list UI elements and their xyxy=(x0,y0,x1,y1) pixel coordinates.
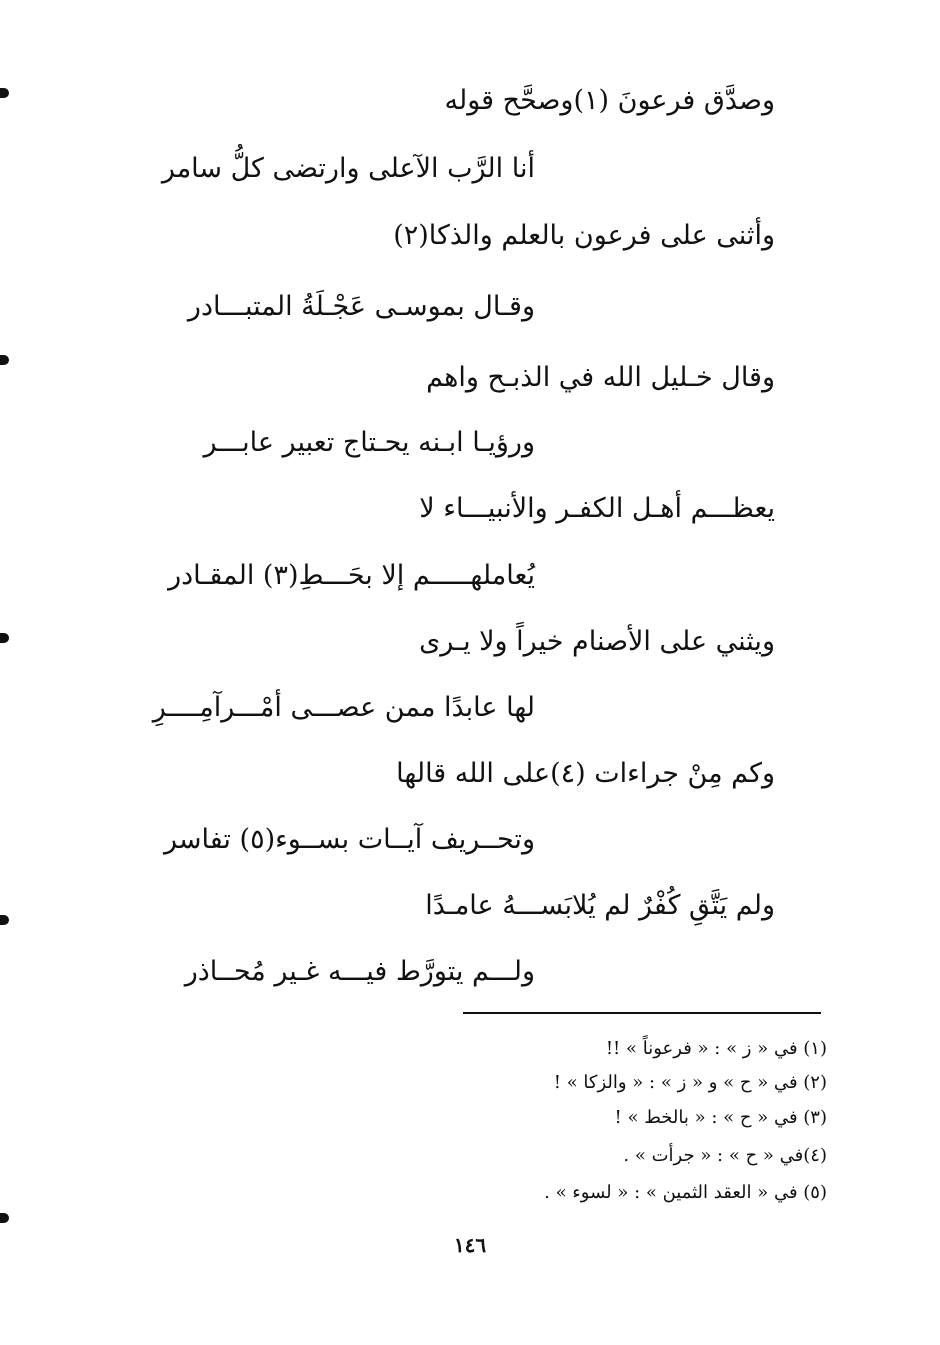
verse-line: وقال خـليل الله في الذبـح واهم xyxy=(426,362,775,393)
verse-line: يُعاملهـــــم إلا بحَـــطِ(٣) المقـادر xyxy=(168,560,535,591)
verse-line: لها عابدًا ممن عصـــى أمْـــرآمِــــرِ xyxy=(152,692,535,723)
verse-line: وأثنى على فرعون بالعلم والذكا(٢) xyxy=(393,220,775,251)
verse-line: ولـــم يتورَّط فيـــه غـير مُحــاذر xyxy=(184,956,535,987)
footnote: (٣) في « ح » : « بالخط » ! xyxy=(614,1107,827,1128)
verse-line: ورؤيـا ابـنه يحـتاج تعبير عابـــر xyxy=(203,427,535,458)
verse-line: وقـال بموسـى عَجْـلَةُ المتبـــادر xyxy=(187,291,535,322)
scan-edge-mark xyxy=(0,915,9,925)
verse-line: وصدَّق فرعونَ (١)وصحَّح قوله xyxy=(444,85,775,116)
verse-line: وتحــريف آيــات بســوء(٥) تفاسر xyxy=(164,824,535,855)
footnote-divider xyxy=(463,1012,821,1014)
footnote: (٢) في « ح » و « ز » : « والزكا » ! xyxy=(553,1072,827,1093)
verse-line: يعظـــم أهـل الكفـر والأنبيـــاء لا xyxy=(419,493,775,524)
scan-edge-mark xyxy=(0,88,9,98)
footnote: (٥) في « العقد الثمين » : « لسوء » . xyxy=(544,1182,827,1203)
footnote: (١) في « ز » : « فرعوناً » !! xyxy=(605,1038,827,1059)
scan-edge-mark xyxy=(0,1213,9,1223)
page-number: ١٤٦ xyxy=(453,1233,487,1257)
footnote: (٤)في « ح » : « جرأت » . xyxy=(623,1145,827,1166)
verse-line: ولم يَتَّقِ كُفْرٌ لم يُلابَســـهُ عامـدًا xyxy=(425,890,775,921)
verse-line: وكم مِنْ جراءات (٤)على الله قالها xyxy=(396,758,775,789)
scan-edge-mark xyxy=(0,633,9,643)
scan-edge-mark xyxy=(0,355,9,365)
verse-line: ويثني على الأصنام خيراً ولا يـرى xyxy=(419,626,775,657)
verse-line: أنا الرَّب الآعلى وارتضى كلُّ سامر xyxy=(161,153,535,184)
